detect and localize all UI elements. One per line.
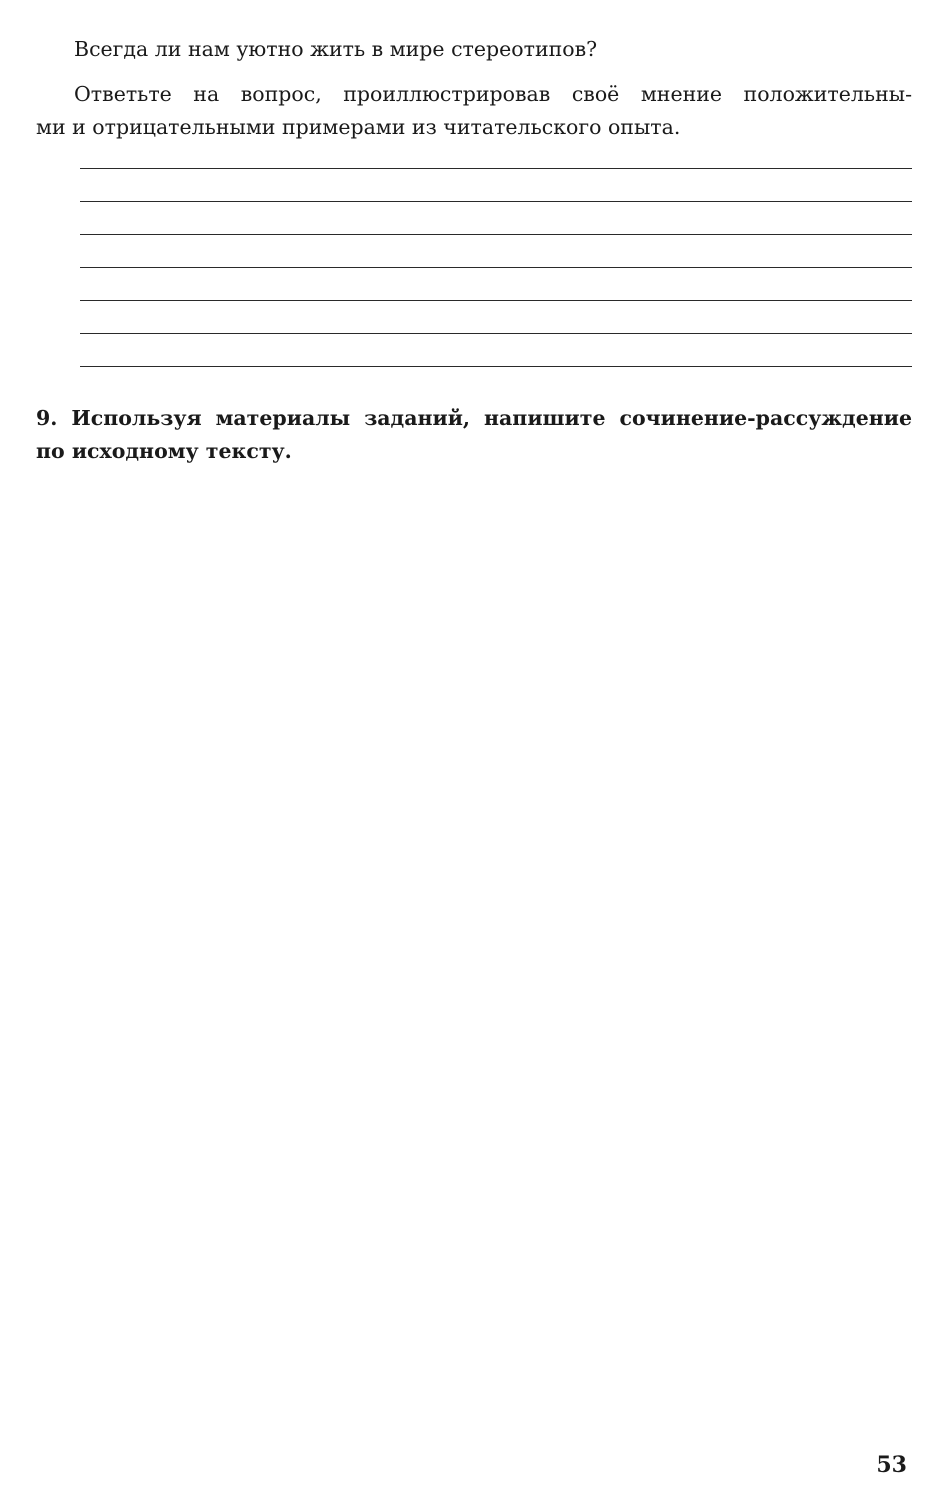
instruction-line-2: ми и отрицательными примерами из читательского опыта. (36, 115, 681, 139)
answer-line[interactable] (80, 201, 912, 234)
answer-line[interactable] (80, 234, 912, 267)
answer-line[interactable] (80, 366, 912, 399)
task-9 (36, 402, 912, 468)
answer-lines (80, 168, 912, 399)
answer-line[interactable] (80, 333, 912, 366)
instruction-paragraph (36, 78, 912, 144)
page-number: 53 (876, 1452, 907, 1478)
task-line-1: 9. Используя материалы заданий, напишите сочинение-рассуждение (36, 406, 912, 430)
answer-line[interactable] (80, 300, 912, 333)
question-text: Всегда ли нам уютно жить в мире стереотипов? (74, 37, 598, 61)
answer-line[interactable] (80, 267, 912, 300)
instruction-line-1: Ответьте на вопрос, проиллюстрировав своё мнение положительны- (74, 82, 912, 106)
task-line-2: по исходному тексту. (36, 439, 292, 463)
answer-line[interactable] (80, 168, 912, 201)
